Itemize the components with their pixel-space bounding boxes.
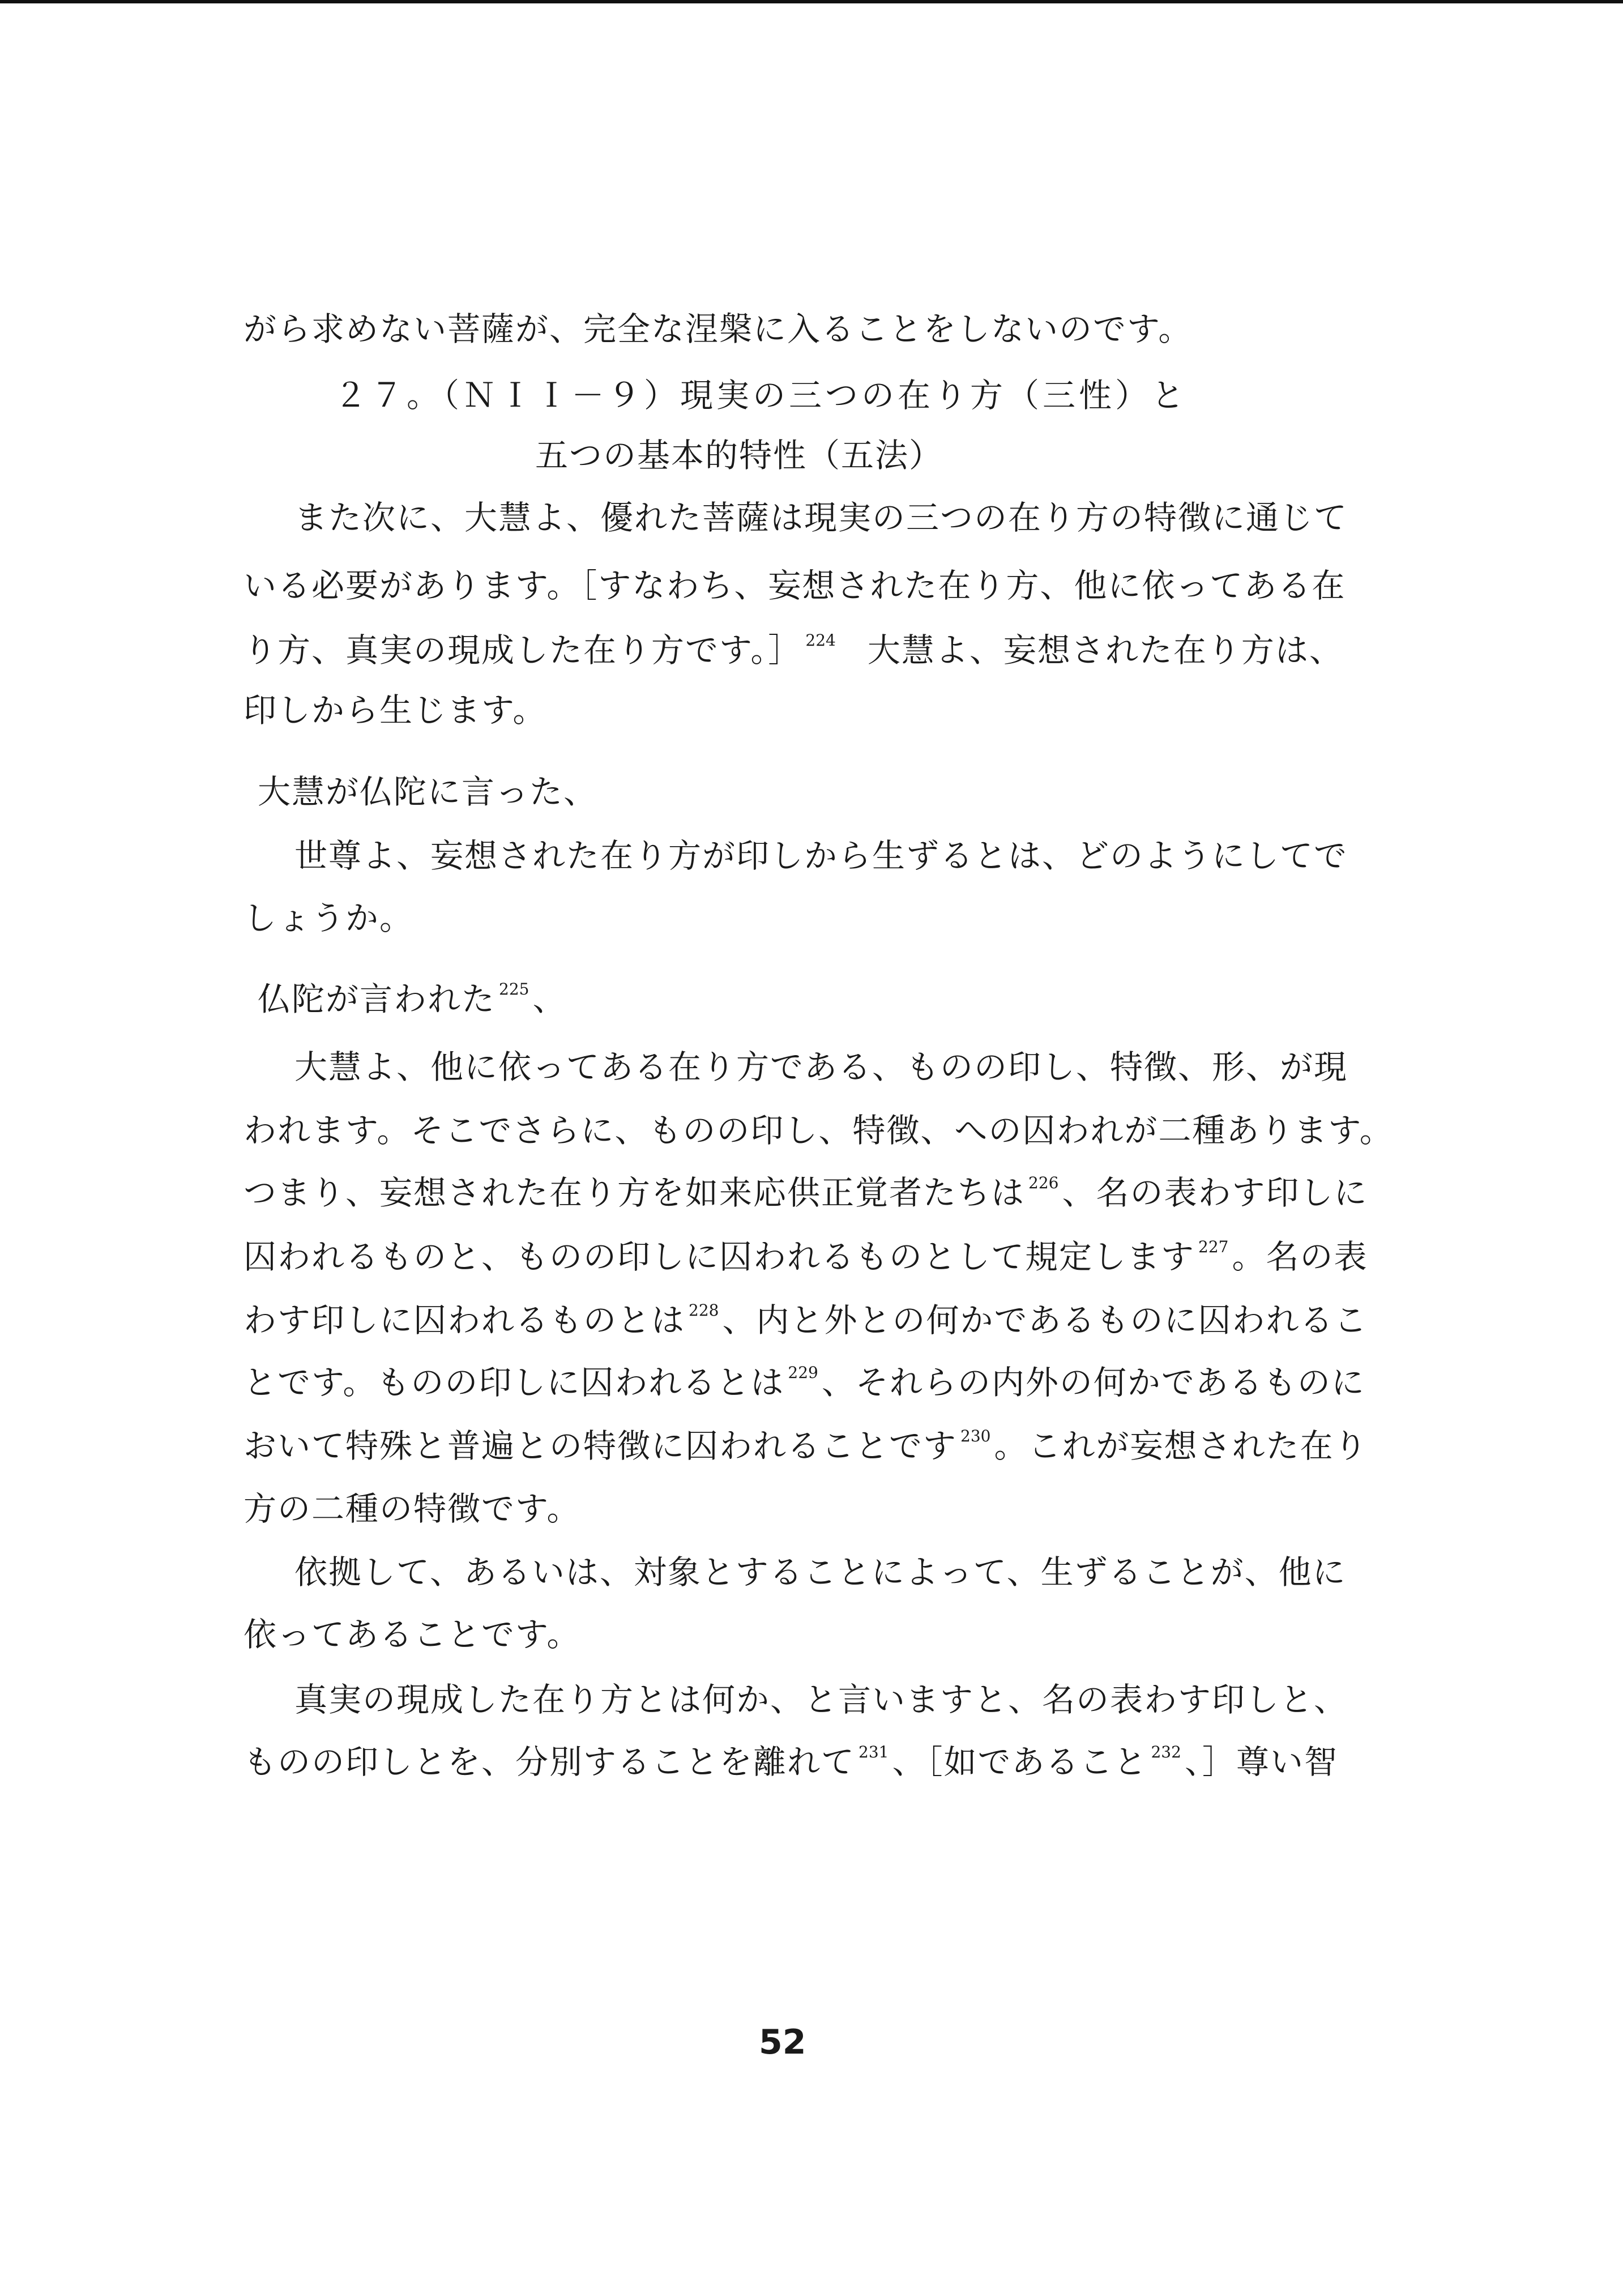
footnote-ref: 226 [1028,1173,1059,1192]
text-line: いる必要があります。［すなわち、妄想された在り方、他に依ってある在 [244,566,1346,605]
top-border-rule [0,0,1623,3]
text-line: しょうか。 [244,899,414,937]
text-line: わす印しに囚われるものとは $^{228}$ 、内と外との何かであるものに囚われるこ [244,1301,1368,1339]
page-number: 52 [759,2022,806,2062]
footnote-ref: 227 [1198,1237,1229,1256]
text-line: われます。そこでさらに、ものの印し、特徴、への囚われが二種あります。 [244,1111,1394,1150]
text-line: おいて特殊と普遍との特徴に囚われることです $^{230}$ 。これが妄想された在り [244,1427,1368,1465]
text-line: とです。ものの印しに囚われるとは $^{229}$ 、それらの内外の何かであるものに [244,1363,1365,1402]
section-heading-continued: 五つの基本的特性（五法） [535,436,943,475]
speaker-line: 大慧が仏陀に言った、 [258,773,598,811]
footnote-ref: 232 [1151,1743,1181,1761]
speaker-line: 仏陀が言われた $^{225}$ 、 [258,980,567,1018]
footnote-ref: 228 [689,1301,719,1320]
text-line: 方の二種の特徴です。 [244,1490,581,1528]
footnote-ref: 230 [960,1427,991,1445]
text-line: り方、真実の現成した在り方です。］ $^{224}$ 大慧よ、妄想された在り方は、 [244,631,1343,669]
footnote-ref: 225 [499,980,529,998]
footnote-ref: 224 [805,631,836,650]
section-heading: ２７。（ＮＩＩ－９）現実の三つの在り方（三性）と [334,376,1188,415]
text-line: 大慧よ、他に依ってある在り方である、ものの印し、特徴、形、が現 [294,1048,1348,1086]
text-line: ものの印しとを、分別することを離れて $^{231}$ 、［如であること $^{232}$ 、］尊い智 [244,1743,1338,1781]
text-line: 真実の現成した在り方とは何か、と言いますと、名の表わす印しと、 [294,1680,1348,1719]
text-line: 世尊よ、妄想された在り方が印しから生ずるとは、どのようにしてで [294,837,1348,875]
text-line: 依拠して、あるいは、対象とすることによって、生ずることが、他に [294,1553,1347,1591]
text-line: また次に、大慧よ、優れた菩薩は現実の三つの在り方の特徴に通じて [294,498,1348,537]
footnote-ref: 231 [859,1743,889,1761]
text-line: 印しから生じます。 [244,691,547,729]
text-line: 囚われるものと、ものの印しに囚われるものとして規定します $^{227}$ 。名の表 [244,1237,1368,1276]
footnote-ref: 229 [788,1363,818,1382]
text-line: がら求めない菩薩が、完全な涅槃に入ることをしないのです。 [244,310,1193,348]
text-line: つまり、妄想された在り方を如来応供正覚者たちは $^{226}$ 、名の表わす印しに [244,1173,1368,1212]
text-line: 依ってあることです。 [244,1615,581,1654]
